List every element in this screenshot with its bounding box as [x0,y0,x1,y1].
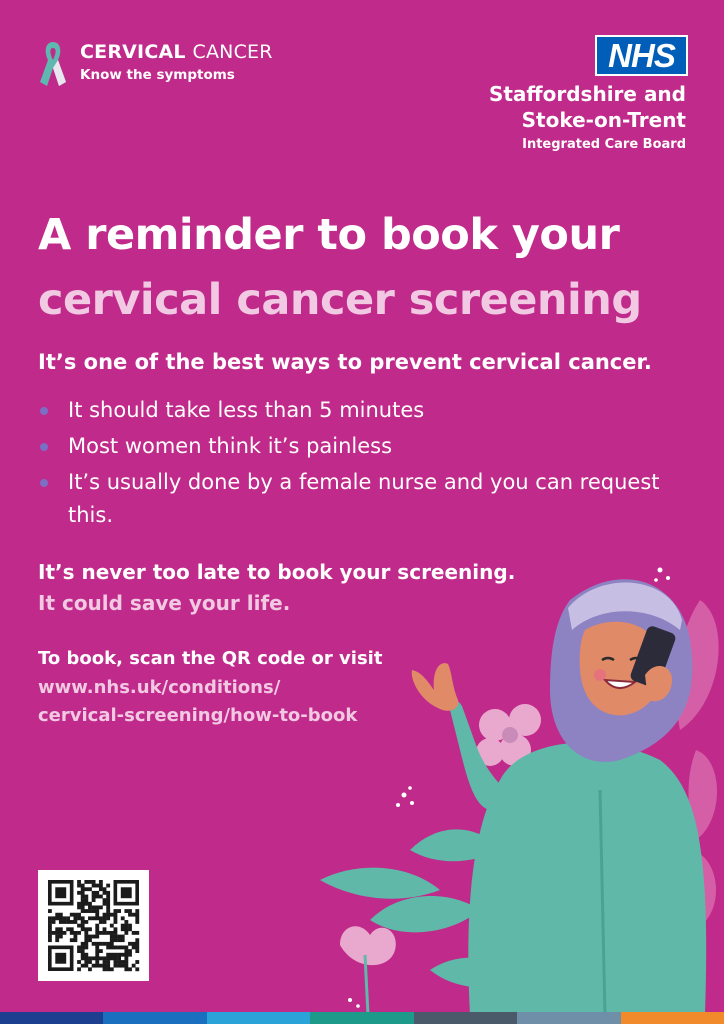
list-item-text: Most women think it’s painless [68,434,393,458]
qr-code-graphic [38,870,149,981]
list-item [38,466,678,532]
campaign-subtitle: Know the symptoms [80,67,235,83]
strip-segment [517,1012,620,1024]
awareness-ribbon-icon [36,38,70,90]
list-item-text: It should take less than 5 minutes [68,398,425,422]
org-name-line3: Integrated Care Board [522,137,686,152]
woman-on-phone-illustration [300,560,724,1015]
nhs-logo: NHS [597,37,686,74]
save-your-life-text: It could save your life. [38,591,291,615]
flower-bottom-icon [340,926,396,1015]
org-name-line1: Staffordshire and [488,82,686,106]
qr-code-icon[interactable] [38,870,149,981]
bullet-dot-icon [40,407,48,415]
campaign-title-bold: CERVICAL [80,41,186,63]
campaign-title-light: CANCER [192,41,273,63]
strip-segment [103,1012,206,1024]
org-name-line2: Stoke-on-Trent [521,108,686,132]
campaign-title [80,41,273,63]
strip-segment [310,1012,413,1024]
strip-segment [0,1012,103,1024]
woman-body [468,743,706,1015]
woman-hand [412,663,458,711]
intro-text: It’s one of the best ways to prevent cervical cancer. [38,350,652,374]
never-too-late-text: It’s never too late to book your screening. [38,560,516,584]
bullet-dot-icon [40,443,48,451]
list-item [38,394,678,427]
headline-line2: cervical cancer screening [38,275,642,325]
headline-line1: A reminder to book your [38,210,620,260]
strip-segment [207,1012,310,1024]
strip-segment [621,1012,724,1024]
list-item [38,430,678,463]
booking-url-line2[interactable]: cervical-screening/how-to-book [38,705,358,726]
booking-url-line1[interactable]: www.nhs.uk/conditions/ [38,677,281,698]
bullet-dot-icon [40,479,48,487]
list-item-text: It’s usually done by a female nurse and you can request this. [68,470,660,527]
booking-label: To book, scan the QR code or visit [38,648,383,669]
strip-segment [414,1012,517,1024]
benefits-list [38,394,678,535]
color-strip [0,1012,724,1024]
